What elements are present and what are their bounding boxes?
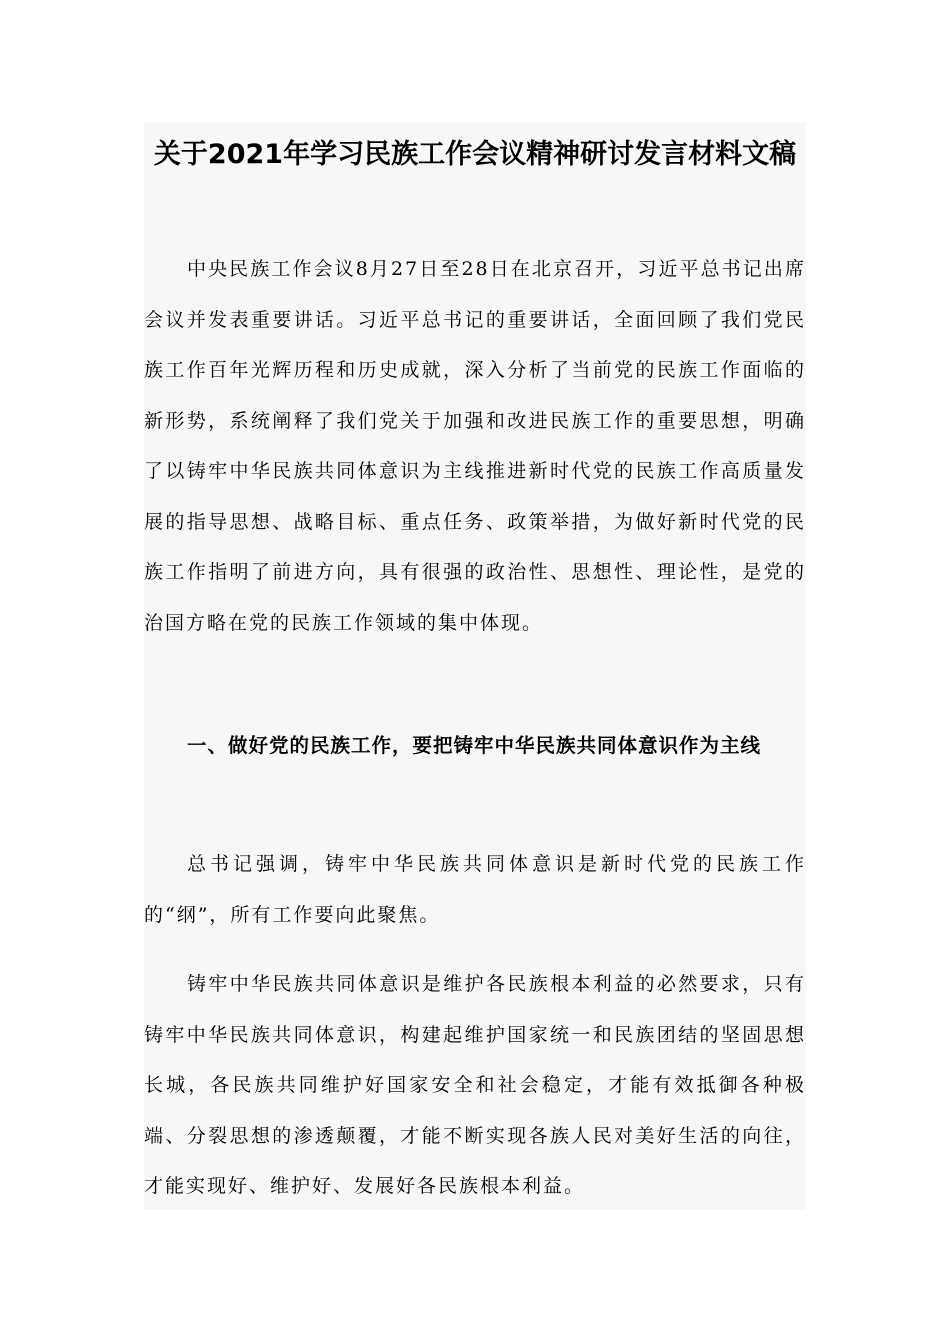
body-paragraph-3: 铸牢中华民族共同体意识是维护各民族根本利益的必然要求，只有铸牢中华民族共同体意识，构建起维护国家统一和民族团结的坚固思想长城，各民族共同维护好国家安全和社会稳定，才能有效抵御各种极端、分裂思想的渗透颠覆，才能不断实现各族人民对美好生活的向往，才能实现好、维护好、发展好各民族根本利益。 [144, 973, 806, 1197]
document-page [144, 123, 806, 1210]
section-heading-1: 一、做好党的民族工作，要把铸牢中华民族共同体意识作为主线 [187, 734, 762, 757]
document-title: 关于2021年学习民族工作会议精神研讨发言材料文稿 [153, 139, 797, 170]
body-paragraph-2: 总书记强调，铸牢中华民族共同体意识是新时代党的民族工作的“纲”，所有工作要向此聚焦。 [144, 853, 806, 926]
intro-paragraph: 中央民族工作会议8月27日至28日在北京召开，习近平总书记出席会议并发表重要讲话。习近平总书记的重要讲话，全面回顾了我们党民族工作百年光辉历程和历史成就，深入分析了当前党的民族工作面临的新形势，系统阐释了我们党关于加强和改进民族工作的重要思想，明确了以铸牢中华民族共同体意识为主线推进新时代党的民族工作高质量发展的指导思想、战略目标、重点任务、政策举措，为做好新时代党的民族工作指明了前进方向，具有很强的政治性、思想性、理论性，是党的治国方略在党的民族工作领域的集中体现。 [144, 258, 806, 634]
